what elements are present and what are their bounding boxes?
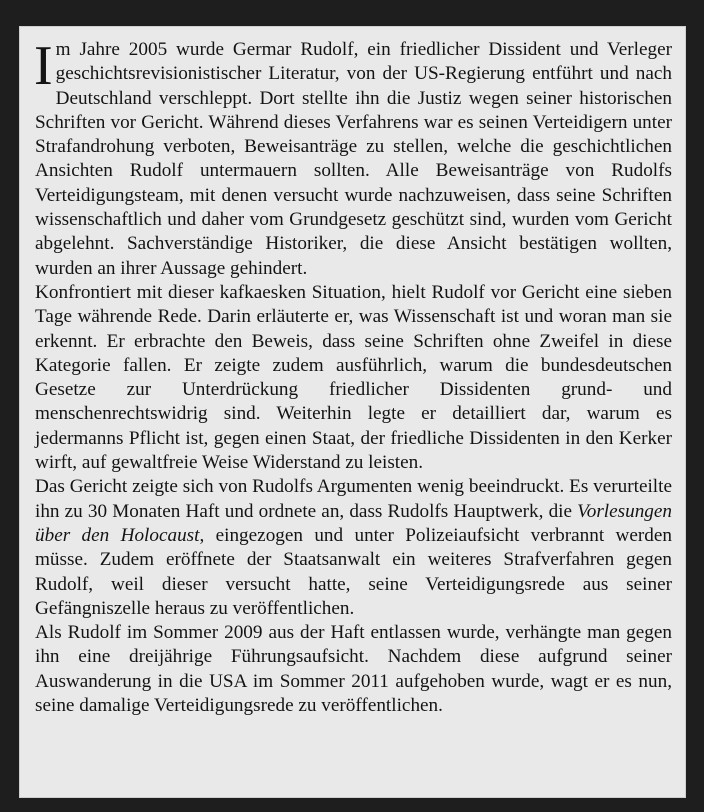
paragraph-1-text: m Jahre 2005 wurde Germar Rudolf, ein friedlicher Dissident und Verleger geschichtsrevisionistischer Literatur, von der US-Regierung entführt und nach Deutschland verschleppt. Dort stellte ihn die Justiz wegen seiner historischen Schriften vor Gericht. Während dieses Verfahrens war es seinen Verteidigern unter Strafandrohung verboten, Beweisanträge zu stellen, welche die geschichtlichen Ansichten Rudolf untermauern sollten. Alle Beweisanträge von Rudolfs Verteidigungsteam, mit denen versucht wurde nachzuweisen, dass seine Schriften wissenschaftlich und daher vom Grundgesetz geschützt sind, wurden vom Gericht abgelehnt. Sachverständige Historiker, die diese Ansicht bestätigen wollten, wurden an ihrer Aussage gehindert. — [35, 39, 672, 279]
paragraph-3 — [35, 475, 672, 621]
paragraph-2 — [35, 281, 672, 475]
paragraph-2-text: Konfrontiert mit dieser kafkaesken Situation, hielt Rudolf vor Gericht eine sieben Tage währende Rede. Darin erläuterte er, was Wissenschaft ist und woran man sie erkennt. Er erbrachte den Beweis, dass seine Schriften ohne Zweifel in diese Kategorie fallen. Er zeigte zudem ausführlich, warum die bundesdeutschen Gesetze zur Unterdrückung friedlicher Dissidenten grund- und menschenrechtswidrig sind. Weiterhin legte er detailliert dar, warum es jedermanns Pflicht ist, gegen einen Staat, der friedliche Dissidenten in den Kerker wirft, auf gewaltfreie Weise Widerstand zu leisten. — [35, 281, 672, 474]
book-title: Vorlesungen über den Holocaust — [35, 500, 672, 546]
paragraph-4 — [35, 621, 672, 718]
paragraph-3-text-before: Das Gericht zeigte sich von Rudolfs Argumenten wenig beeindruckt. Es verurteilte ihn zu 30 Monaten Haft und ordnete an, dass Rudolfs Hauptwerk, die — [35, 476, 672, 522]
body-text — [34, 35, 672, 718]
drop-cap: I — [34, 35, 53, 97]
paragraph-4-text: Als Rudolf im Sommer 2009 aus der Haft entlassen wurde, verhängte man gegen ihn eine dreijährige Führungsaufsicht. Nachdem diese aufgrund seiner Auswanderung in die USA im Sommer 2011 aufgehoben wurde, wagt er es nun, seine damalige Verteidigungsrede zu veröffentlichen. — [35, 622, 672, 717]
paragraph-3-text-after: , eingezogen und unter Polizeiaufsicht verbrannt werden müsse. Zudem eröffnete der Staatsanwalt ein weiteres Strafverfahren gegen Rudolf, weil dieser versucht hatte, seine Verteidigungsrede aus seiner Gefängniszelle heraus zu veröffentlichen. — [35, 524, 672, 619]
paragraph-1 — [34, 35, 672, 281]
text-panel — [19, 26, 686, 798]
